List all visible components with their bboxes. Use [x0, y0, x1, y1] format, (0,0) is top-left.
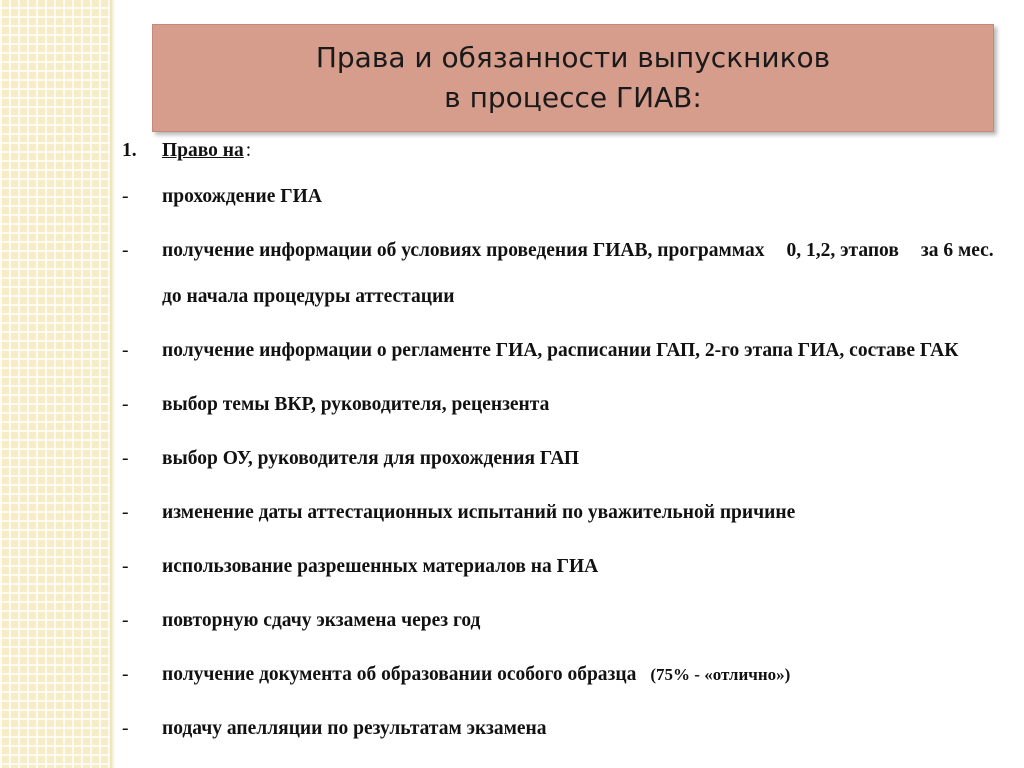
- list-item-text-tail-2: за 6 мес. до начала процедуры аттестации: [162, 240, 994, 307]
- bullet-dash: -: [122, 718, 129, 739]
- list-item-text-main: получение информации об условиях проведения ГИАВ, программах: [162, 240, 765, 261]
- list-item-text-tail: 0, 1,2, этапов: [786, 240, 899, 261]
- list-item: [122, 706, 1012, 752]
- bullet-dash: -: [122, 556, 129, 577]
- bullet-dash: -: [122, 340, 129, 361]
- list-item: [122, 228, 1012, 320]
- list-item: [122, 652, 1012, 698]
- list-item-text: выбор ОУ, руководителя для прохождения ГАП: [162, 448, 579, 469]
- list-item: [122, 598, 1012, 644]
- list-item: [122, 382, 1012, 428]
- section-heading: [122, 136, 1012, 166]
- decorative-side-pattern: [0, 0, 112, 768]
- bullet-dash: -: [122, 502, 129, 523]
- section-colon: :: [245, 140, 252, 161]
- list-item-text: [162, 652, 1012, 698]
- decorative-side-edge: [110, 0, 115, 768]
- slide-content: [122, 136, 1012, 752]
- list-item-text: прохождение ГИА: [162, 186, 322, 207]
- list-item-text: получение информации о регламенте ГИА, расписании ГАП, 2-го этапа ГИА, составе ГАК: [162, 340, 959, 361]
- bullet-dash: -: [122, 186, 129, 207]
- list-item-text: подачу апелляции по результатам экзамена: [162, 718, 547, 739]
- section-number: 1.: [122, 140, 137, 161]
- list-item-note: (75% - «отлично»): [650, 665, 791, 684]
- list-item-text-main: получение документа об образовании особого образца: [162, 664, 637, 685]
- list-item-text: повторную сдачу экзамена через год: [162, 610, 481, 631]
- bullet-dash: -: [122, 610, 129, 631]
- bullet-dash: -: [122, 394, 129, 415]
- slide-title-line-2: в процессе ГИАВ:: [444, 81, 702, 114]
- bullet-dash: -: [122, 448, 129, 469]
- list-item: [122, 328, 1012, 374]
- list-item-text: выбор темы ВКР, руководителя, рецензента: [162, 394, 550, 415]
- title-banner: [152, 24, 994, 132]
- list-item: [122, 436, 1012, 482]
- list-item-text: [162, 228, 1012, 320]
- list-item: [122, 490, 1012, 536]
- list-item: [122, 544, 1012, 590]
- list-item: [122, 174, 1012, 220]
- list-item-text: использование разрешенных материалов на ГИА: [162, 556, 599, 577]
- bullet-dash: -: [122, 240, 129, 261]
- bullet-dash: -: [122, 664, 129, 685]
- slide-title-line-1: Права и обязанности выпускников: [315, 41, 831, 74]
- list-item-text: изменение даты аттестационных испытаний по уважительной причине: [162, 502, 796, 523]
- section-label: Право на: [162, 140, 244, 161]
